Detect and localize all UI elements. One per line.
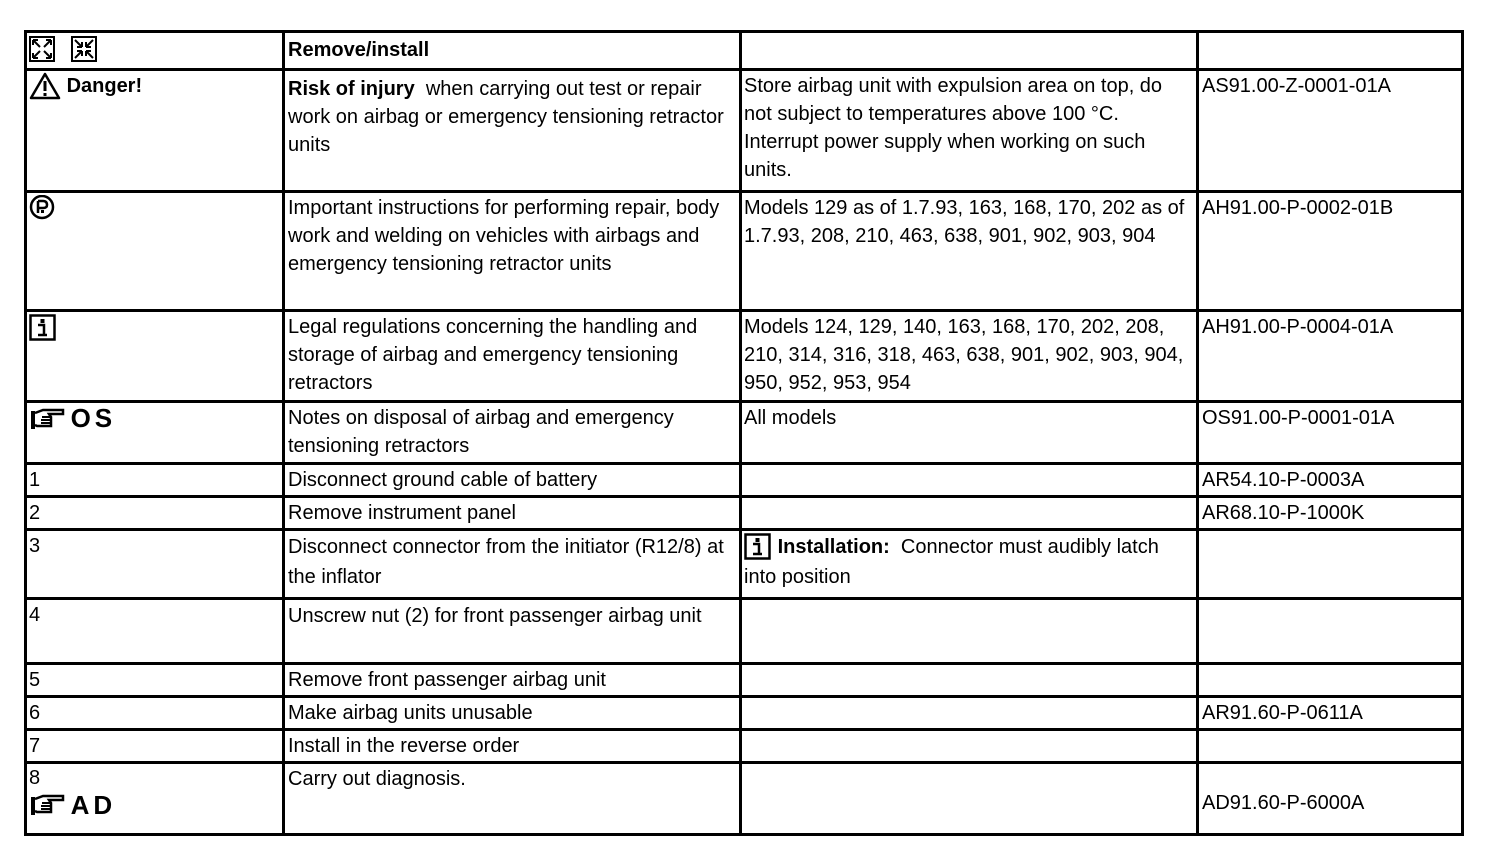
step-ref: AR91.60-P-0611A (1198, 697, 1463, 730)
header-title-cell (284, 32, 741, 70)
warning-triangle-icon (29, 72, 61, 100)
disposal-ref-cell (1198, 402, 1463, 464)
important-desc-cell (284, 192, 741, 311)
pointing-hand-icon (29, 791, 65, 817)
legal-ref: AH91.00-P-0004-01A (1202, 316, 1394, 338)
info-icon (29, 314, 57, 342)
step-ref-cell (1198, 763, 1463, 835)
step-desc: Install in the reverse order (284, 730, 741, 763)
step-note (741, 464, 1198, 497)
step-note (741, 599, 1198, 664)
step-ref (1198, 599, 1463, 664)
step-number: 6 (26, 697, 284, 730)
table-row (26, 464, 1463, 497)
step-desc: Remove instrument panel (284, 497, 741, 530)
step-number-cell (26, 763, 284, 835)
header-symbols-cell (26, 32, 284, 70)
step-desc: Disconnect connector from the initiator (R12/8) at the inflator (284, 530, 741, 599)
header-row (26, 32, 1463, 70)
step-desc: Disconnect ground cable of battery (284, 464, 741, 497)
header-col4-cell (1198, 32, 1463, 70)
table-row (26, 730, 1463, 763)
important-notice-icon (29, 195, 57, 221)
important-note: Models 129 as of 1.7.93, 163, 168, 170, 202 as of 1.7.93, 208, 210, 463, 638, 901, 902, 903, 904 (744, 197, 1185, 247)
legal-note-cell (741, 311, 1198, 402)
diagnosis-marker (29, 791, 279, 819)
step-number: 3 (26, 530, 284, 599)
step-desc: Remove front passenger airbag unit (284, 664, 741, 697)
step-ref: AR54.10-P-0003A (1198, 464, 1463, 497)
legal-ref-cell (1198, 311, 1463, 402)
page-title: Remove/install (288, 39, 430, 61)
table-row (26, 763, 1463, 835)
table-row (26, 697, 1463, 730)
danger-note-cell (741, 70, 1198, 192)
legal-desc: Legal regulations concerning the handling and storage of airbag and emergency tensioning retractors (288, 316, 698, 394)
legal-icon-cell (26, 311, 284, 402)
danger-desc: when carrying out test or repair work on airbag or emergency tensioning retractor units (288, 78, 724, 156)
important-ref: AH91.00-P-0002-01B (1202, 197, 1394, 219)
danger-row (26, 70, 1463, 192)
important-row (26, 192, 1463, 311)
danger-desc-bold: Risk of injury (288, 78, 415, 100)
disposal-desc-cell (284, 402, 741, 464)
step-ref (1198, 530, 1463, 599)
step-ref (1198, 730, 1463, 763)
important-ref-cell (1198, 192, 1463, 311)
step-note-cell (741, 530, 1198, 599)
disposal-desc: Notes on disposal of airbag and emergency tensioning retractors (288, 407, 674, 457)
disposal-ref: OS91.00-P-0001-01A (1202, 407, 1395, 429)
important-icon-cell (26, 192, 284, 311)
danger-label-cell (26, 70, 284, 192)
step-note: Connector must audibly latch into position (744, 536, 1159, 588)
step-number: 2 (26, 497, 284, 530)
step-note (741, 763, 1198, 835)
step-ref (1198, 664, 1463, 697)
danger-ref: AS91.00-Z-0001-01A (1202, 75, 1392, 97)
step-note (741, 664, 1198, 697)
table-row (26, 664, 1463, 697)
step-desc: Carry out diagnosis. (284, 763, 741, 835)
legal-row (26, 311, 1463, 402)
info-icon (744, 533, 772, 561)
step-note (741, 497, 1198, 530)
header-col3-cell (741, 32, 1198, 70)
step-number: 7 (26, 730, 284, 763)
danger-note: Store airbag unit with expulsion area on top, do not subject to temperatures above 100 °C. Interrupt power supply when working on such units. (744, 75, 1163, 181)
procedure-table (24, 30, 1464, 836)
expand-icon (29, 36, 55, 62)
disposal-row (26, 402, 1463, 464)
diagnosis-icon-text: AD (70, 790, 117, 820)
table-row (26, 497, 1463, 530)
danger-ref-cell (1198, 70, 1463, 192)
disposal-note: All models (744, 407, 837, 429)
step-ref: AR68.10-P-1000K (1198, 497, 1463, 530)
step-ref: AD91.60-P-6000A (1202, 792, 1365, 814)
legal-desc-cell (284, 311, 741, 402)
step-number: 5 (26, 664, 284, 697)
danger-label: Danger! (66, 75, 143, 97)
disposal-icon-cell (26, 402, 284, 464)
disposal-note-cell (741, 402, 1198, 464)
collapse-icon (71, 36, 97, 62)
important-note-cell (741, 192, 1198, 311)
step-number: 8 (29, 767, 41, 789)
step-desc: Unscrew nut (2) for front passenger airbag unit (284, 599, 741, 664)
pointing-hand-icon (29, 405, 65, 431)
important-desc: Important instructions for performing repair, body work and welding on vehicles with airbags and emergency tensioning retractor units (288, 197, 720, 275)
table-row (26, 599, 1463, 664)
step-desc: Make airbag units unusable (284, 697, 741, 730)
installation-label: Installation: (777, 536, 890, 558)
legal-note: Models 124, 129, 140, 163, 168, 170, 202, 208, 210, 314, 316, 318, 463, 638, 901, 902, 903, 904, 950, 952, 953, 954 (744, 316, 1184, 394)
table-row (26, 530, 1463, 599)
danger-desc-cell (284, 70, 741, 192)
step-note (741, 730, 1198, 763)
step-number: 4 (26, 599, 284, 664)
step-number: 1 (26, 464, 284, 497)
disposal-icon-text: OS (70, 403, 117, 433)
step-note (741, 697, 1198, 730)
